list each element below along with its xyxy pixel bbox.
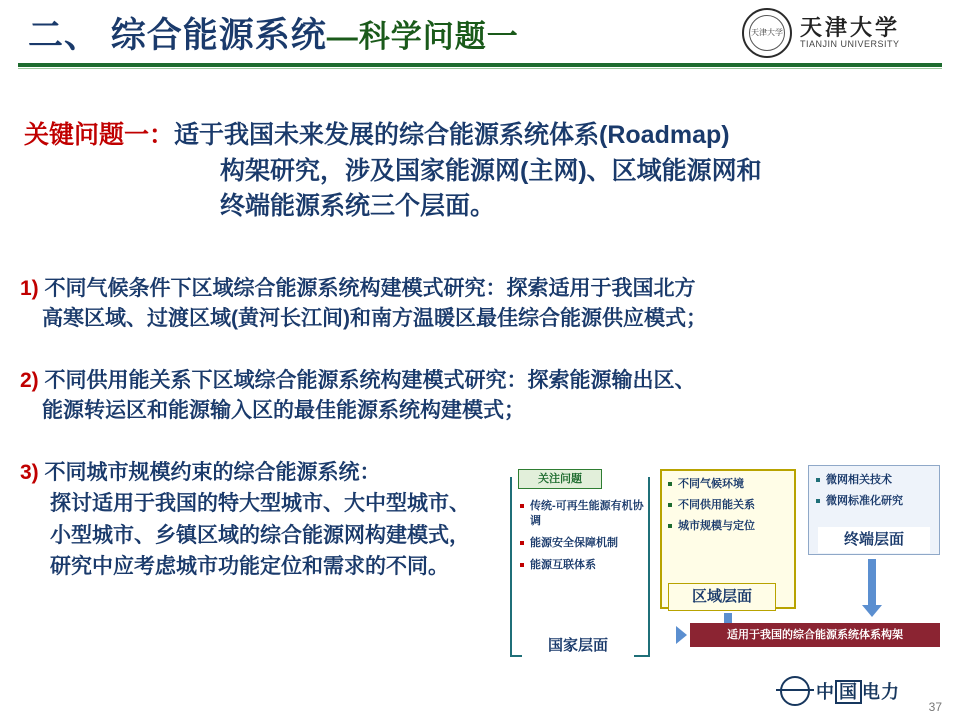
focus-question-tab: 关注问题 xyxy=(518,469,602,489)
terminal-bullet-2: 微网标准化研究 xyxy=(816,494,936,509)
terminal-level-bullets xyxy=(816,473,936,515)
watermark-text-left: 中 xyxy=(816,682,835,702)
list-item-number: 1) xyxy=(20,277,39,300)
key-question-block xyxy=(24,118,944,225)
page-title xyxy=(28,8,519,58)
university-logo xyxy=(742,6,942,60)
regional-bullet-3: 城市规模与定位 xyxy=(668,519,792,534)
watermark xyxy=(780,676,900,706)
list-item-title: 不同供用能关系下区域综合能源系统构建模式研究：探索能源输出区、 xyxy=(44,369,696,392)
watermark-text-boxed: 国 xyxy=(835,680,862,704)
arrow-region-to-result-stem xyxy=(724,613,732,623)
university-seal-text: 天津大学 xyxy=(751,28,783,37)
page-number: 37 xyxy=(928,700,942,714)
slide-header xyxy=(0,0,960,72)
key-question-text-1: 适于我国未来发展的综合能源系统体系(Roadmap) xyxy=(174,121,730,149)
list-item-body: 高寒区域、过渡区域(黄河长江间)和南方温暖区最佳综合能源供应模式； xyxy=(42,307,707,331)
university-name-en: TIANJIN UNIVERSITY xyxy=(800,39,900,50)
architecture-diagram xyxy=(500,455,948,675)
regional-level-bullets xyxy=(668,477,792,540)
list-item-body: 探讨适用于我国的特大型城市、大中型城市、小型城市、乡镇区域的综合能源网构建模式，研究中应考虑城市功能定位和需求的不同。 xyxy=(50,492,470,579)
page-title-sub: —科学问题一 xyxy=(326,19,519,54)
arrow-region-to-result-head xyxy=(676,626,687,644)
terminal-level-label: 终端层面 xyxy=(818,527,930,553)
university-seal-icon xyxy=(742,8,792,58)
header-divider xyxy=(18,63,942,67)
regional-bullet-2: 不同供用能关系 xyxy=(668,498,792,513)
result-bar: 适用于我国的综合能源系统体系构架 xyxy=(690,623,940,647)
arrow-terminal-to-result-stem xyxy=(868,559,876,607)
terminal-bullet-1: 微网相关技术 xyxy=(816,473,936,488)
national-level-label: 国家层面 xyxy=(522,633,634,659)
national-bullet-1: 传统-可再生能源有机协调 xyxy=(520,499,644,529)
list-item xyxy=(20,458,490,583)
list-item xyxy=(20,366,950,427)
header-divider-thin xyxy=(18,68,942,69)
list-item-body: 能源转运区和能源输入区的最佳能源系统构建模式； xyxy=(42,399,525,423)
key-question-line-3: 终端能源系统三个层面。 xyxy=(220,192,496,220)
watermark-text xyxy=(816,678,900,704)
page-title-main: 二、 综合能源系统 xyxy=(28,16,327,55)
list-item-number: 2) xyxy=(20,369,39,392)
regional-bullet-1: 不同气候环境 xyxy=(668,477,792,492)
university-logo-text xyxy=(800,16,900,50)
key-question-line-1 xyxy=(24,118,944,154)
national-bullet-2: 能源安全保障机制 xyxy=(520,536,644,551)
regional-level-label: 区域层面 xyxy=(668,583,776,611)
national-bullet-3: 能源互联体系 xyxy=(520,558,644,573)
university-name-cn: 天津大学 xyxy=(800,14,901,40)
list-item-title: 不同城市规模约束的综合能源系统： xyxy=(44,461,381,484)
watermark-text-right: 电力 xyxy=(862,682,900,702)
list-item-title: 不同气候条件下区域综合能源系统构建模式研究：探索适用于我国北方 xyxy=(44,277,696,300)
national-level-bullets xyxy=(520,499,644,579)
key-question-label: 关键问题一： xyxy=(24,121,175,149)
list-item-number: 3) xyxy=(20,461,39,484)
arrow-terminal-to-result-head xyxy=(862,605,882,617)
watermark-icon xyxy=(780,676,810,706)
key-question-line-2: 构架研究，涉及国家能源网(主网)、区域能源网和 xyxy=(220,156,762,185)
list-item xyxy=(20,274,950,335)
